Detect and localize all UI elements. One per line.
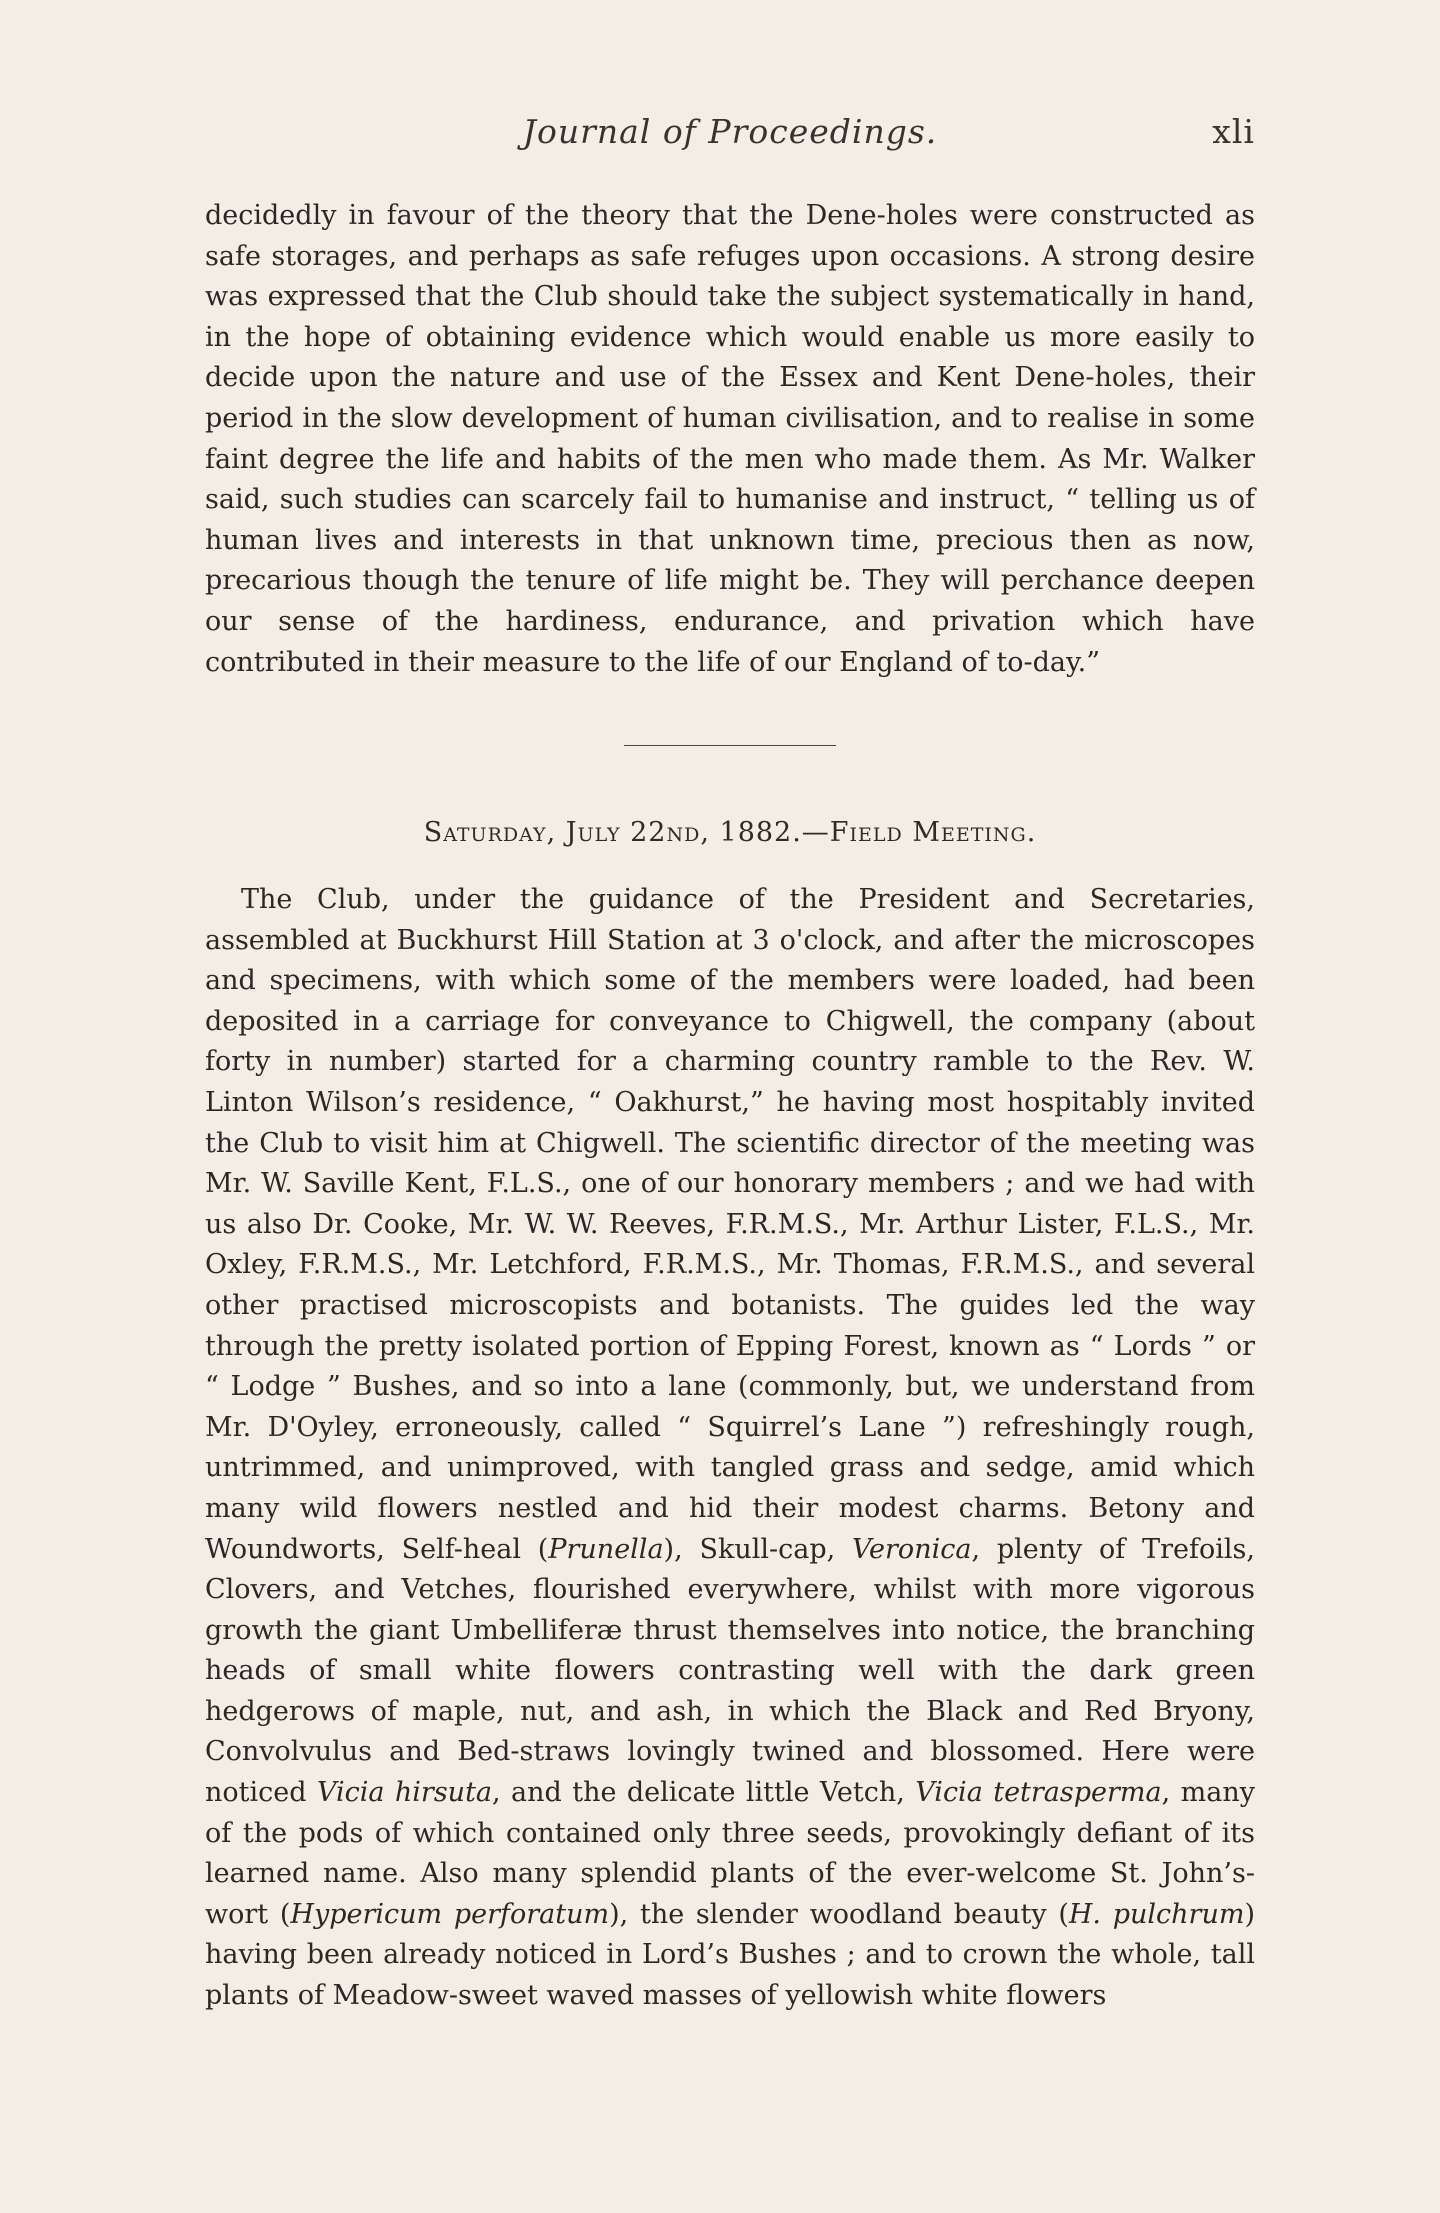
text-run: , and the delicate little Vetch, — [492, 1777, 916, 1809]
running-head — [205, 112, 1255, 162]
italic-species-name: Vicia hirsuta — [316, 1777, 493, 1809]
italic-species-name: Veronica — [852, 1533, 972, 1565]
field-meeting-paragraph — [205, 880, 1255, 2017]
paragraph-text — [205, 880, 1255, 2017]
text-run: ), the slender woodland beauty ( — [609, 1898, 1069, 1930]
text-run: ), Skull-cap, — [663, 1533, 853, 1565]
section-heading: Saturday, July 22nd, 1882.—Field Meeting. — [423, 817, 1037, 848]
paragraph-text: decidedly in favour of the theory that the Dene-holes were constructed as safe storages, and perhaps as safe refuges upon occasions. A strong desire was expressed that the Club should take the subject systematically in hand, in the hope of obtaining evidence which would enable us more easily to decide upon the nature and use of the Essex and Kent Dene-holes, their period in the slow development of human civilisation, and to realise in some faint degree the life and habits of the men who made them. As Mr. Walker said, such studies can scarcely fail to humanise and instruct, “ telling us of human lives and interests in that unknown time, precious then as now, precarious though the tenure of life might be. They will perchance deepen our sense of the hardiness, endurance, and privation which have contributed in their measure to the life of our England of to-day.” — [205, 200, 1255, 678]
text-run: , many of the pods of which contained only three seeds, provokingly defiant of its learned name. Also many splendid plants of the ever-welcome St. John’s-wort ( — [205, 1777, 1255, 1930]
running-title: Journal of Proceedings. — [522, 112, 938, 151]
italic-species-name: Hypericum perforatum — [290, 1898, 610, 1930]
page-number: xli — [1212, 112, 1255, 151]
text-run: ) having been already noticed in Lord’s Bushes ; and to crown the whole, tall plants of Meadow-sweet waved masses of yellowish white flowers — [205, 1898, 1255, 2012]
italic-species-name: Prunella — [548, 1533, 664, 1565]
text-run: The Club, under the guidance of the President and Secretaries, assembled at Buckhurst Hill Station at 3 o'clock, and after the microscopes and specimens, with which some of the members were loaded, had been deposited in a carriage for conveyance to Chigwell, the company (about forty in number) started for a charming country ramble to the Rev. W. Linton Wilson’s residence, “ Oakhurst,” he having most hospitably invited the Club to visit him at Chigwell. The scientific director of the meeting was Mr. W. Saville Kent, F.L.S., one of our honorary members ; and we had with us also Dr. Cooke, Mr. W. W. Reeves, F.R.M.S., Mr. Arthur Lister, F.L.S., Mr. Oxley, F.R.M.S., Mr. Letchford, F.R.M.S., Mr. Thomas, F.R.M.S., and several other practised microscopists and botanists. The guides led the way through the pretty isolated portion of Epping Forest, known as “ Lords ” or “ Lodge ” Bushes, and so into a lane (commonly, but, we understand from Mr. D'Oyley, erroneously, called “ Squirrel’s Lane ”) refreshingly rough, untrimmed, and unimproved, with tangled grass and sedge, amid which many wild flowers nestled and hid their modest charms. Betony and Woundworts, Self-heal ( — [205, 884, 1255, 1565]
paragraph-continued — [205, 196, 1255, 683]
italic-species-name: H. pulchrum — [1068, 1898, 1245, 1930]
text-run: , plenty of Trefoils, Clovers, and Vetches, flourished everywhere, whilst with more vigorous growth the giant Umbelliferæ thrust themselves into notice, the branching heads of small white flowers contrasting well with the dark green hedgerows of maple, nut, and ash, in which the Black and Red Bryony, Convolvulus and Bed-straws lovingly twined and blossomed. Here were noticed — [205, 1533, 1255, 1809]
italic-species-name: Vicia tetrasperma — [915, 1777, 1162, 1809]
section-divider — [624, 745, 836, 746]
